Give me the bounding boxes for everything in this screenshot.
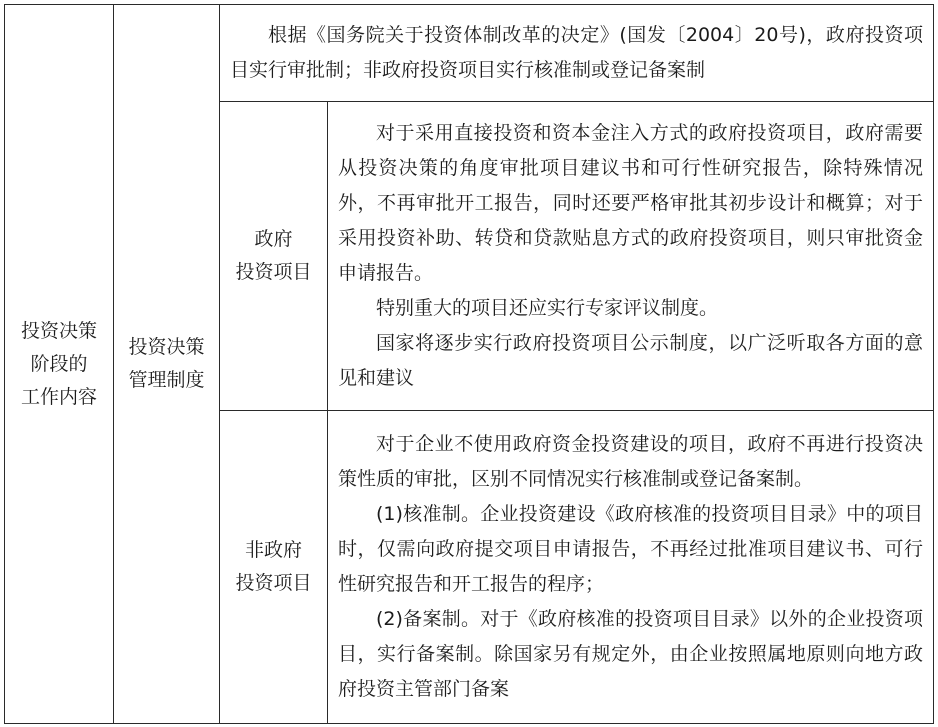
intro-text: 根据《国务院关于投资体制改革的决定》(国发〔2004〕20号)，政府投资项目实行审批制；非政府投资项目实行核准制或登记备案制	[230, 24, 924, 81]
gov-content-cell	[328, 102, 934, 411]
stage-line: 工作内容	[20, 385, 97, 408]
nongov-paragraph: (2)备案制。对于《政府核准的投资项目目录》以外的企业投资项目，实行备案制。除国家另有规定外，由企业按照属地原则向地方政府投资主管部门备案	[338, 608, 924, 700]
nongov-content-cell	[328, 411, 934, 724]
stage-line: 阶段的	[30, 352, 88, 375]
gov-paragraph: 对于采用直接投资和资本金注入方式的政府投资项目，政府需要从投资决策的角度审批项目建议书和可行性研究报告，除特殊情况外，不再审批开工报告，同时还要严格审批其初步设计和概算；对于采用投资补助、转贷和贷款贴息方式的政府投资项目，则只审批资金申请报告。	[338, 122, 924, 284]
stage-line: 投资决策	[20, 319, 97, 342]
nongov-paragraph: 对于企业不使用政府资金投资建设的项目，政府不再进行投资决策性质的审批，区别不同情况实行核准制或登记备案制。	[338, 433, 924, 490]
gov-label-line: 投资项目	[235, 261, 312, 283]
investment-decision-table	[4, 4, 934, 724]
system-cell	[114, 5, 220, 724]
nongov-label-line: 投资项目	[235, 572, 312, 594]
system-line: 投资决策	[128, 336, 205, 358]
gov-label-cell	[220, 102, 328, 411]
gov-paragraph: 国家将逐步实行政府投资项目公示制度，以广泛听取各方面的意见和建议	[338, 332, 924, 389]
intro-cell	[220, 5, 934, 102]
intro-row	[5, 5, 934, 102]
gov-paragraph: 特别重大的项目还应实行专家评议制度。	[376, 297, 719, 319]
nongov-paragraph: (1)核准制。企业投资建设《政府核准的投资项目目录》中的项目时，仅需向政府提交项目申请报告，不再经过批准项目建议书、可行性研究报告和开工报告的程序；	[338, 503, 924, 595]
stage-cell	[5, 5, 114, 724]
gov-label-line: 政府	[254, 228, 293, 250]
nongov-label-line: 非政府	[244, 539, 302, 561]
system-line: 管理制度	[128, 369, 205, 391]
nongov-label-cell	[220, 411, 328, 724]
